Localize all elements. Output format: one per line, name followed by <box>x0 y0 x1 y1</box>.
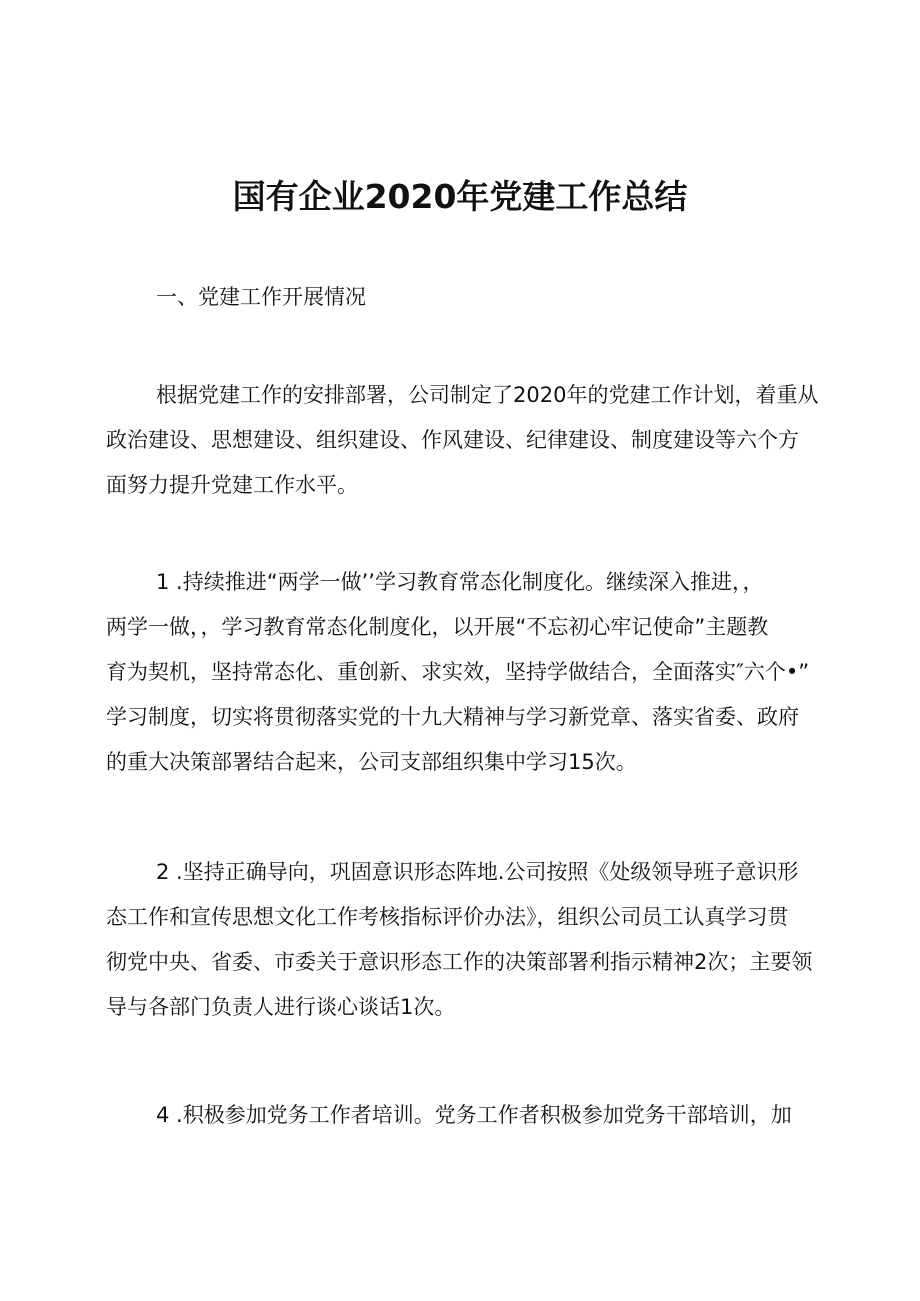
paragraph-line: 导与各部门负责人进行谈心谈话1次。 <box>106 995 456 1019</box>
paragraph-line: 育为契机，坚持常态化、重创新、求实效，坚持学做结合，全面落实″六个•” <box>106 660 810 684</box>
paragraph-line: 4 .积极参加党务工作者培训。党务工作者积极参加党务干部培训，加 <box>156 1103 792 1127</box>
paragraph-line: 学习制度，切实将贯彻落实党的十九大精神与学习新党章、落实省委、政府 <box>106 705 799 729</box>
paragraph-line: 政治建设、思想建设、组织建设、作风建设、纪律建设、制度建设等六个方 <box>106 428 799 452</box>
item-1-paragraph <box>106 560 826 785</box>
intro-paragraph <box>106 373 826 508</box>
paragraph-line: 1 .持续推进“两学一做’’学习教育常态化制度化。继续深入推进，， <box>156 570 764 594</box>
document-title: 国有企业2020年党建工作总结 <box>232 177 688 216</box>
paragraph-line: 的重大决策部署结合起来，公司支部组织集中学习15次。 <box>106 750 637 774</box>
section-heading-text: 一、党建工作开展情况 <box>156 285 366 309</box>
section-heading <box>106 275 826 320</box>
paragraph-line: 彻党中央、省委、市委关于意识形态工作的决策部署利指示精神2次；主要领 <box>106 950 813 974</box>
paragraph-line: 态工作和宣传思想文化工作考核指标评价办法》，组织公司员工认真学习贯 <box>106 905 789 929</box>
paragraph-line: 面努力提升党建工作水平。 <box>106 473 358 497</box>
paragraph-line: 两学一做，，学习教育常态化制度化，以开展“不忘初心牢记使命”主题教 <box>106 615 769 639</box>
item-2-paragraph <box>106 850 826 1030</box>
paragraph-line: 2 .坚持正确导向，巩固意识形态阵地.公司按照《处级领导班子意识形 <box>156 860 799 884</box>
paragraph-line: 根据党建工作的安排部署，公司制定了2020年的党建工作计划，着重从 <box>156 383 819 407</box>
item-4-paragraph <box>106 1093 826 1138</box>
